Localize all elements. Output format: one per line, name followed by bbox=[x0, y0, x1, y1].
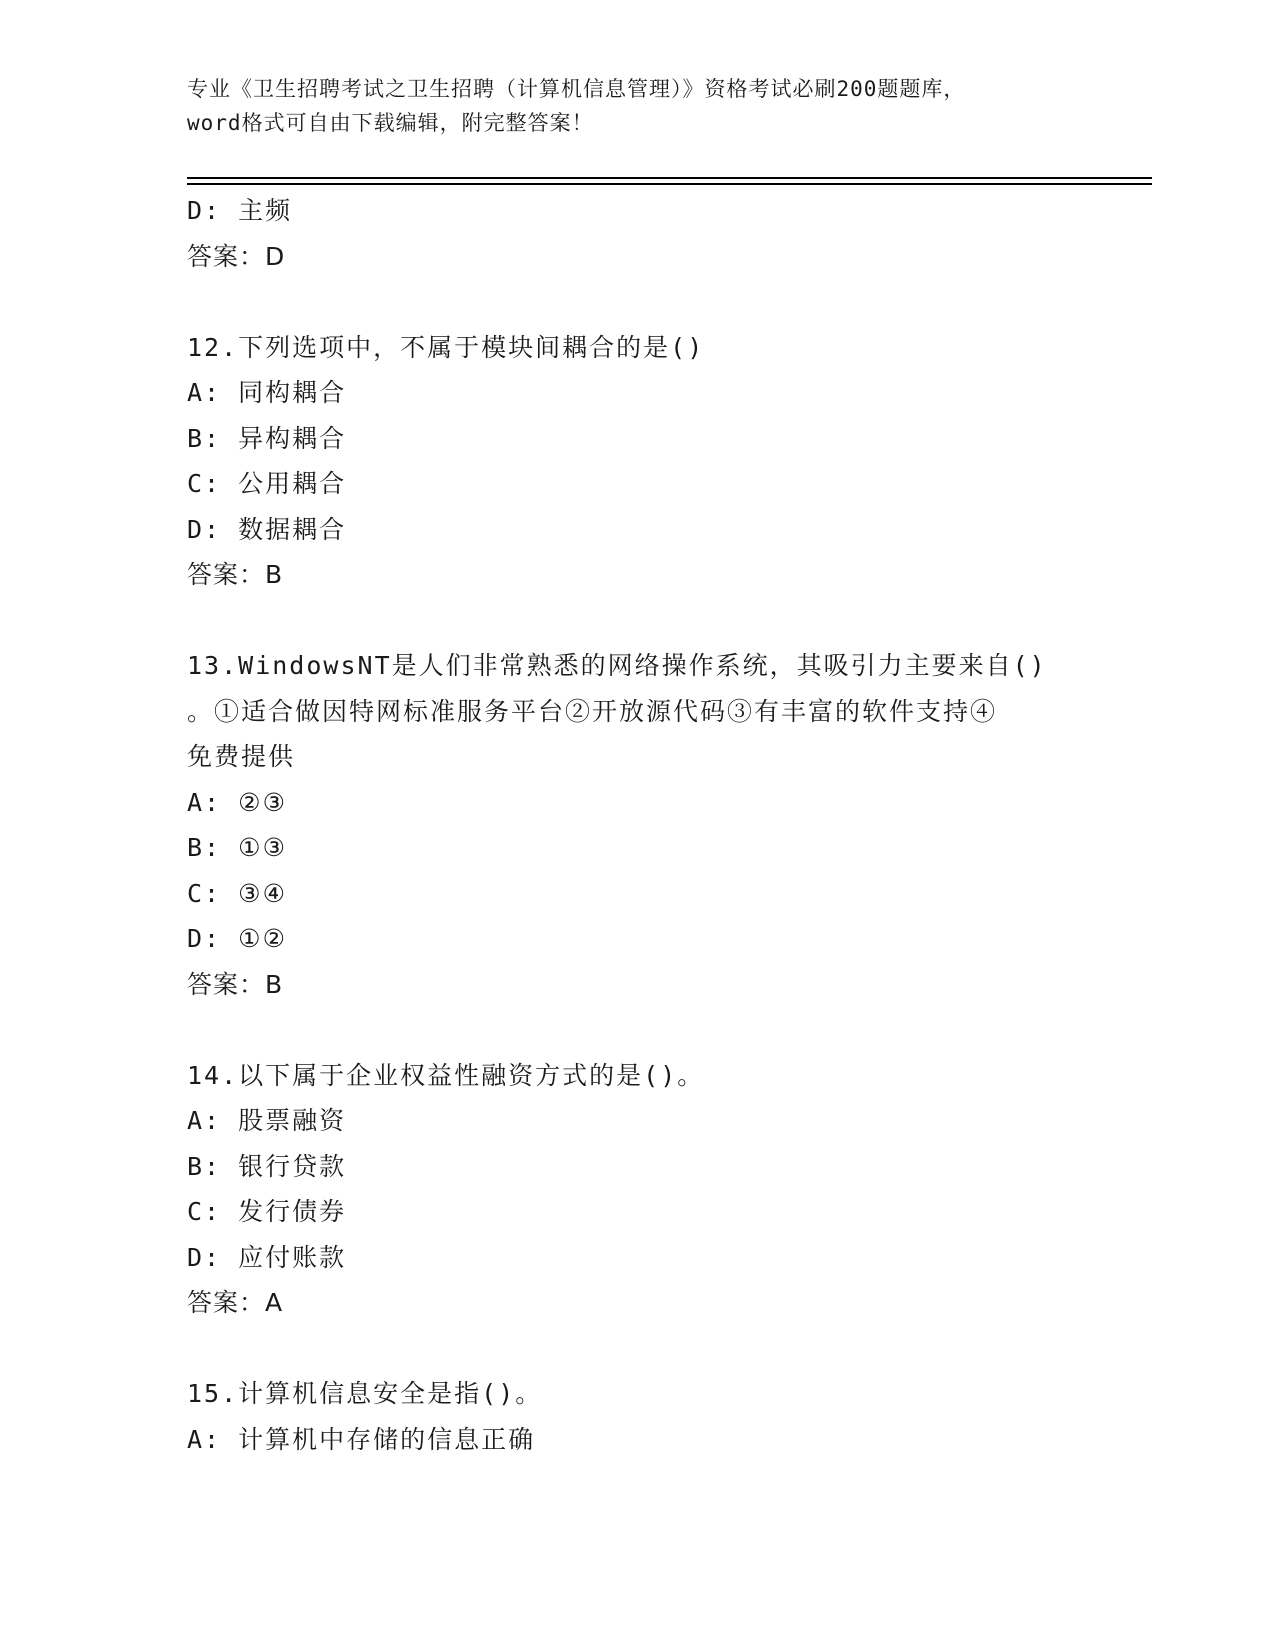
question-12-option-d: D: 数据耦合 bbox=[187, 514, 347, 544]
question-14-option-d: D: 应付账款 bbox=[187, 1242, 347, 1272]
question-14-answer: 答案：A bbox=[187, 1288, 284, 1317]
question-14-stem: 14.以下属于企业权益性融资方式的是()。 bbox=[187, 1060, 705, 1090]
question-13-stem-line-2: 。①适合做因特网标准服务平台②开放源代码③有丰富的软件支持④ bbox=[187, 696, 998, 726]
question-gap bbox=[187, 598, 1087, 644]
question-12-option-b: B: 异构耦合 bbox=[187, 423, 347, 453]
question-13-option-b: B: ①③ bbox=[187, 833, 287, 862]
question-gap bbox=[187, 1326, 1087, 1372]
question-12-stem: 12.下列选项中，不属于模块间耦合的是() bbox=[187, 332, 705, 362]
question-12-option-c: C: 公用耦合 bbox=[187, 469, 347, 498]
question-13-option-d: D: ①② bbox=[187, 924, 287, 953]
header-divider-top bbox=[187, 177, 1152, 179]
question-list bbox=[187, 188, 1087, 1462]
question-gap bbox=[187, 1007, 1087, 1053]
question-14-option-a: A: 股票融资 bbox=[187, 1106, 347, 1135]
header-divider-bottom bbox=[187, 183, 1152, 185]
header-title-line-2: word格式可自由下载编辑，附完整答案！ bbox=[187, 111, 594, 135]
question-14-option-b: B: 银行贷款 bbox=[187, 1151, 347, 1181]
question-13-stem-line-1: 13.WindowsNT是人们非常熟悉的网络操作系统，其吸引力主要来自() bbox=[187, 651, 1047, 680]
option-d: D: 主频 bbox=[187, 196, 293, 225]
question-13-option-c: C: ③④ bbox=[187, 878, 287, 908]
question-12-option-a: A: 同构耦合 bbox=[187, 378, 347, 407]
question-15-stem: 15.计算机信息安全是指()。 bbox=[187, 1379, 543, 1408]
question-13-answer: 答案：B bbox=[187, 969, 284, 999]
question-14-option-c: C: 发行债券 bbox=[187, 1197, 347, 1226]
question-13-option-a: A: ②③ bbox=[187, 787, 287, 817]
answer-line: 答案：D bbox=[187, 241, 286, 271]
question-15-option-a: A: 计算机中存储的信息正确 bbox=[187, 1424, 536, 1454]
question-13-stem-line-3: 免费提供 bbox=[187, 742, 296, 771]
header-title-line-1: 专业《卫生招聘考试之卫生招聘（计算机信息管理）》资格考试必刷200题题库， bbox=[187, 77, 966, 101]
question-gap bbox=[187, 279, 1087, 325]
page-header bbox=[187, 72, 1087, 140]
question-12-answer: 答案：B bbox=[187, 560, 284, 589]
